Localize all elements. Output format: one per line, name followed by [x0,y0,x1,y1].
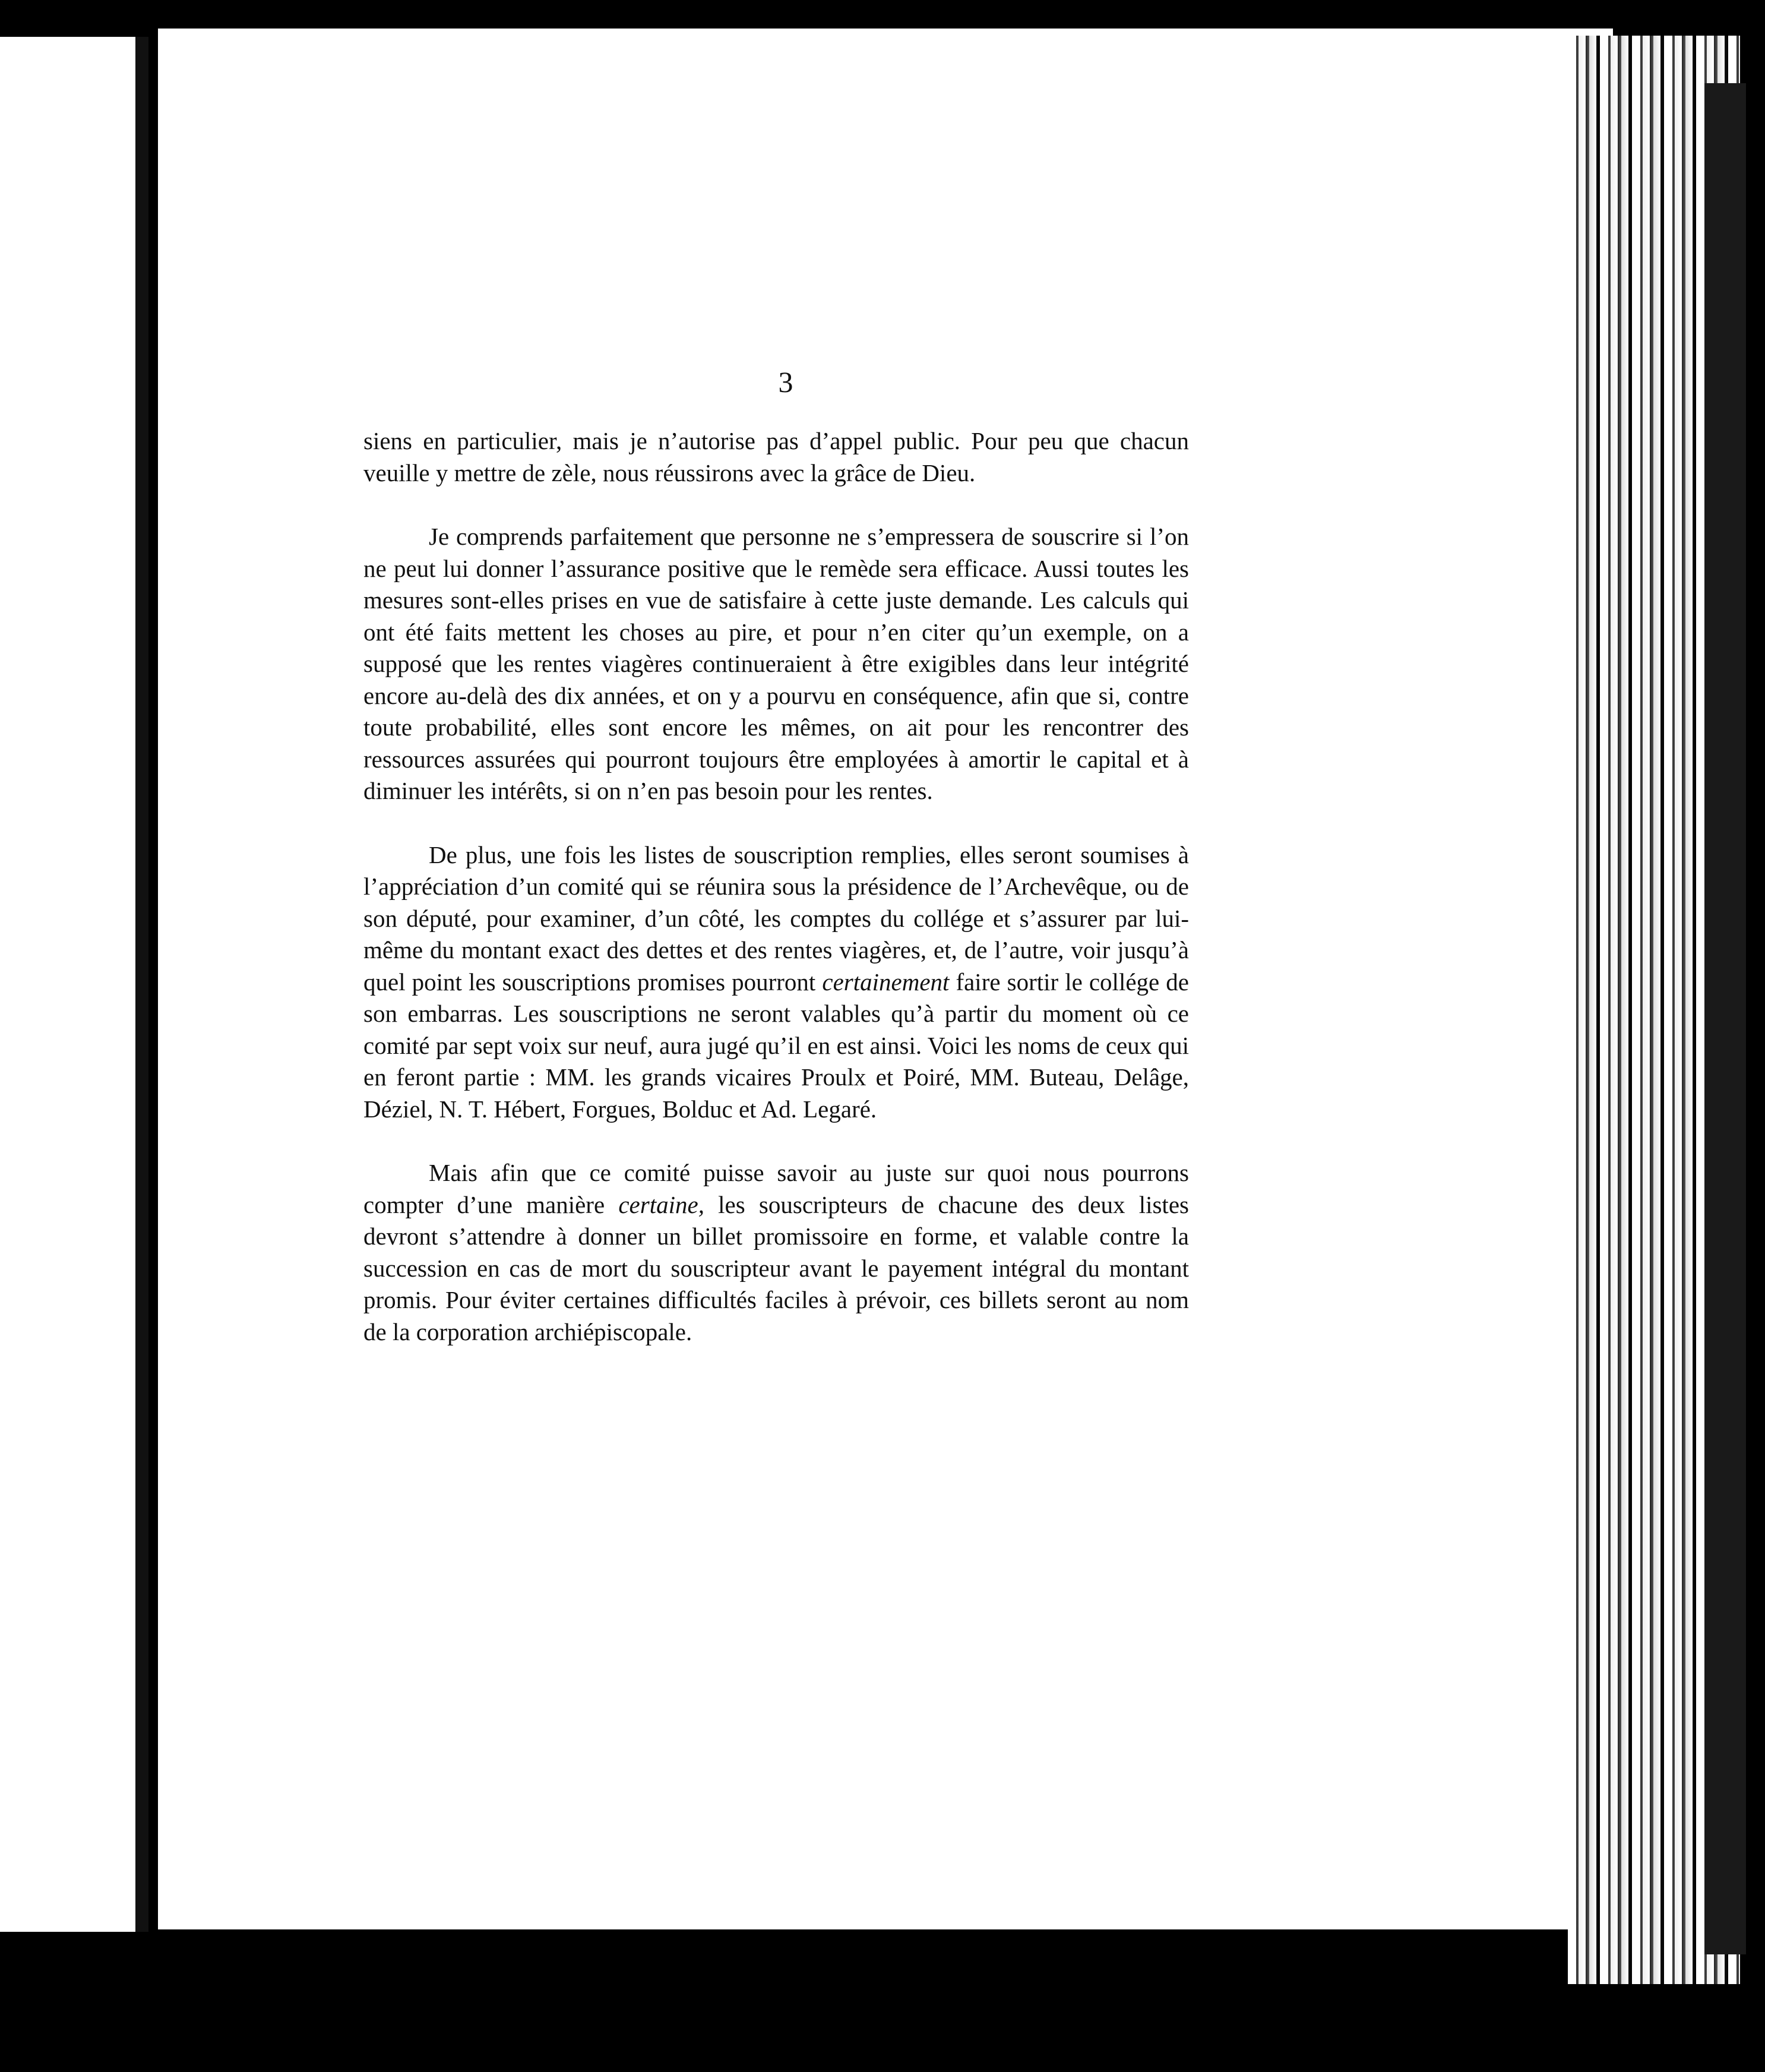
text-segment: Je comprends parfaitement que personne ne s’empressera de souscrire si l’on ne peut lui donner l’assurance positive que le remède sera efficace. Aussi toutes les mesures sont-elles prises en vue de satisfaire à cette juste demande. Les calculs qui ont été faits mettent les choses au pire, et pour n’en citer qu’un exemple, on a supposé que les rentes viagères continueraient à être exigibles dans leur intégrité encore au-delà des dix années, et on y a pourvu en conséquence, afin que si, contre toute probabilité, elles sont encore les mêmes, on ait pour les rencontrer des ressources assurées qui pourront toujours être employées à amortir le capital et à diminuer les intérêts, si on n’en pas besoin pour les rentes. [363,523,1189,804]
page-number: 3 [778,365,793,399]
emphasized-text: certaine, [618,1190,704,1218]
paragraph [363,839,1189,1126]
paragraph [363,1157,1189,1348]
body-text [363,425,1189,1380]
page-border [151,29,158,1929]
text-segment: Mais afin que ce comité puisse savoir au juste sur quoi nous pourrons compter d’une manière [363,1159,1189,1218]
paragraph [363,425,1189,489]
book-cover-edge [1704,83,1746,1954]
book-gutter [135,37,148,1932]
text-segment: De plus, une fois les listes de souscription remplies, elles seront soumises à l’appréciation d’un comité qui se réunira sous la présidence de l’Archevêque, ou de son député, pour examiner, d’un côté, les comptes du collége et s’assurer par lui-même du montant exact des dettes et des rentes viagères, et, de l’autre, voir jusqu’à quel point les souscriptions promises pourront [363,841,1189,996]
text-segment: les souscripteurs de chacune des deux listes devront s’attendre à donner un billet promissoire en forme, et valable contre la succession en cas de mort du souscripteur avant le payement intégral du montant promis. Pour éviter certaines difficultés faciles à prévoir, ces billets seront au nom de la corporation archiépiscopale. [363,1190,1189,1345]
text-segment: faire sortir le collége de son embarras. Les souscriptions ne seront valables qu’à partir du moment où ce comité par sept voix sur neuf, aura jugé qu’il en est ainsi. Voici les noms de ceux qui en feront partie : MM. les grands vicaires Proulx et Poiré, MM. Buteau, Delâge, Déziel, N. T. Hébert, Forgues, Bolduc et Ad. Legaré. [363,968,1189,1123]
text-segment: siens en particulier, mais je n’autorise pas d’appel public. Pour peu que chacun veuille y mettre de zèle, nous réussirons avec la grâce de Dieu. [363,427,1189,487]
paragraph [363,521,1189,807]
previous-page-edge [0,37,143,1932]
emphasized-text: certainement [822,968,950,996]
